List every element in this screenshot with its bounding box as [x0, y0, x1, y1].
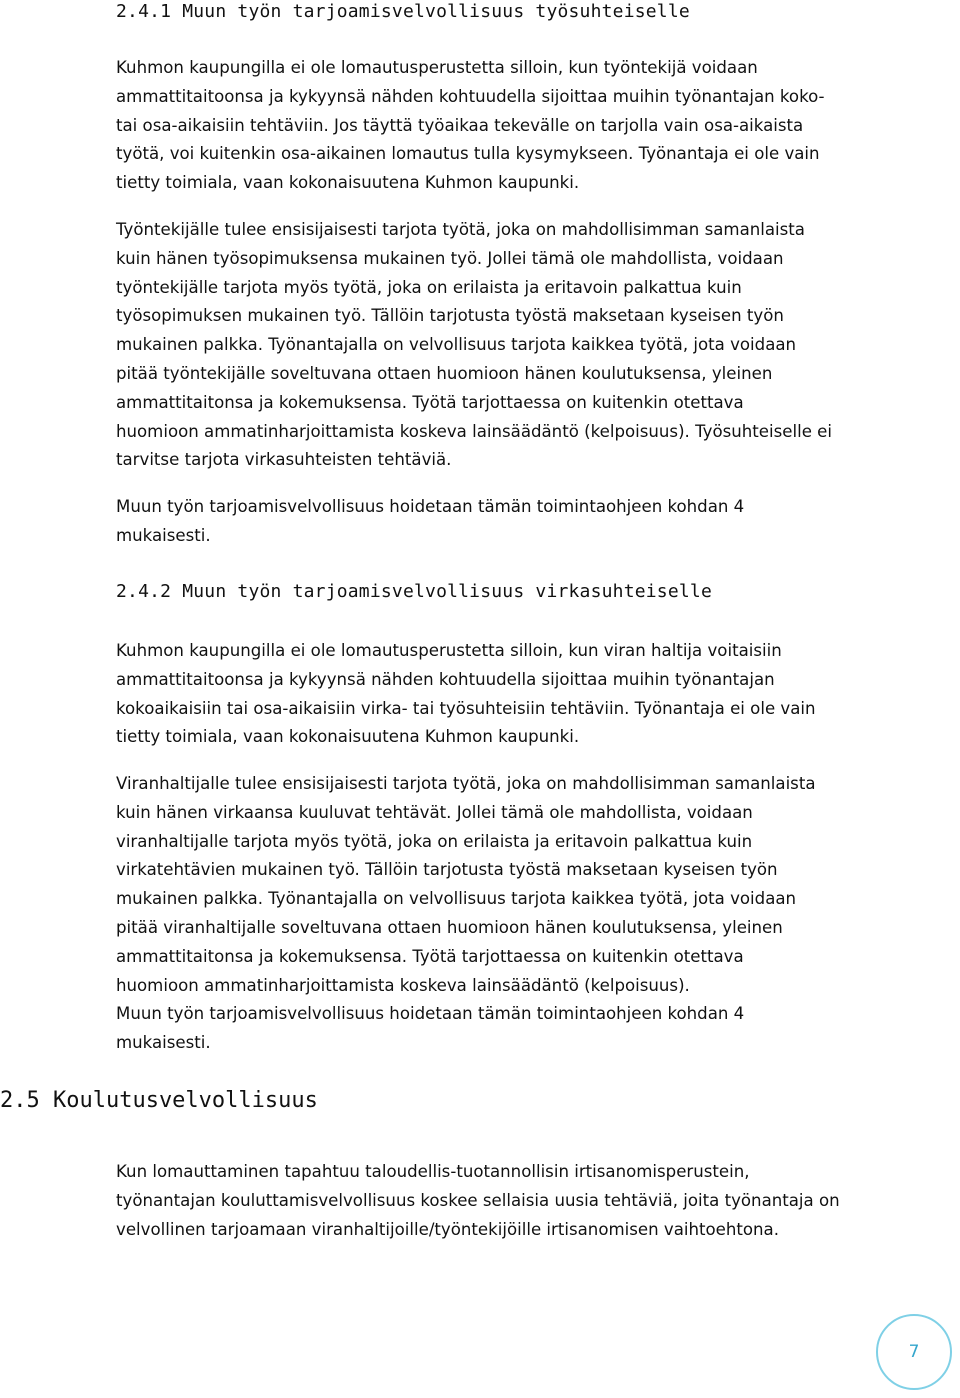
page-number: 7 — [908, 1342, 920, 1362]
text-line: tai osa-aikaisiin tehtäviin. Jos täyttä työaikaa tekevälle on tarjolla vain osa-aikaista — [116, 115, 804, 135]
text-line: työntekijälle tarjota myös työtä, joka on erilaista ja eritavoin palkattua kuin — [116, 277, 742, 297]
text-line: Työntekijälle tulee ensisijaisesti tarjota työtä, joka on mahdollisimman samanlaista — [116, 220, 805, 239]
page-number-badge — [876, 1314, 952, 1390]
text-line: huomioon ammatinharjoittamista koskeva lainsäädäntö (kelpoisuus). Työsuhteiselle ei — [116, 421, 832, 441]
text-line: kuin hänen työsopimuksensa mukainen työ. Jollei tämä ole mahdollista, voidaan — [116, 248, 784, 268]
text-line: pitää viranhaltijalle soveltuvana ottaen huomioon hänen koulutuksensa, yleinen — [116, 917, 783, 937]
text-line: Kuhmon kaupungilla ei ole lomautusperustetta silloin, kun työntekijä voidaan — [116, 58, 758, 77]
text-line: kokoaikaisiin tai osa-aikaisiin virka- tai työsuhteisiin tehtäviin. Työnantaja ei ole vain — [116, 698, 816, 718]
text-line: ammattitaitoonsa ja kykyynsä nähden kohtuudella sijoittaa muihin työnantajan koko- — [116, 86, 825, 106]
section-heading-2-5: 2.5 Koulutusvelvollisuus — [0, 1088, 318, 1113]
text-line: mukaisesti. — [116, 1033, 211, 1053]
paragraph — [116, 54, 825, 198]
text-line: pitää työntekijälle soveltuvana ottaen huomioon hänen koulutuksensa, yleinen — [116, 363, 773, 383]
text-line: ammattitaitoonsa ja kykyynsä nähden kohtuudella sijoittaa muihin työnantajan — [116, 669, 775, 689]
paragraph — [116, 493, 744, 551]
section-heading-2-4-2: 2.4.2 Muun työn tarjoamisvelvollisuus virkasuhteiselle — [116, 581, 712, 602]
text-line: Kun lomauttaminen tapahtuu taloudellis-tuotannollisin irtisanomisperustein, — [116, 1162, 750, 1181]
text-line: tietty toimiala, vaan kokonaisuutena Kuhmon kaupunki. — [116, 727, 580, 747]
text-line: mukainen palkka. Työnantajalla on velvollisuus tarjota kaikkea työtä, jota voidaan — [116, 889, 797, 909]
text-line: velvollinen tarjoamaan viranhaltijoille/työntekijöille irtisanomisen vaihtoehtona. — [116, 1219, 780, 1239]
text-line: kuin hänen virkaansa kuuluvat tehtävät. Jollei tämä ole mahdollista, voidaan — [116, 802, 753, 822]
text-line: mukaisesti. — [116, 525, 211, 545]
paragraph — [116, 770, 816, 1058]
text-line: virkatehtävien mukainen työ. Tällöin tarjotusta työstä maksetaan kyseisen työn — [116, 860, 778, 880]
text-line: työsopimuksen mukainen työ. Tällöin tarjotusta työstä maksetaan kyseisen työn — [116, 306, 784, 326]
text-line: viranhaltijalle tarjota myös työtä, joka on erilaista ja eritavoin palkattua kuin — [116, 831, 753, 851]
paragraph — [116, 1158, 840, 1244]
section-heading-2-4-1: 2.4.1 Muun työn tarjoamisvelvollisuus työsuhteiselle — [116, 1, 690, 22]
paragraph — [116, 637, 816, 752]
text-line: mukainen palkka. Työnantajalla on velvollisuus tarjota kaikkea työtä, jota voidaan — [116, 335, 797, 355]
text-line: tarvitse tarjota virkasuhteisten tehtäviä. — [116, 450, 452, 470]
text-line: työnantajan kouluttamisvelvollisuus koskee sellaisia uusia tehtäviä, joita työnantaja on — [116, 1190, 840, 1210]
text-line: työtä, voi kuitenkin osa-aikainen lomautus tulla kysymykseen. Työnantaja ei ole vain — [116, 144, 820, 164]
text-line: ammattitaitonsa ja kokemuksensa. Työtä tarjottaessa on kuitenkin otettava — [116, 392, 744, 412]
text-line: tietty toimiala, vaan kokonaisuutena Kuhmon kaupunki. — [116, 173, 580, 193]
text-line: ammattitaitonsa ja kokemuksensa. Työtä tarjottaessa on kuitenkin otettava — [116, 946, 744, 966]
text-line: Viranhaltijalle tulee ensisijaisesti tarjota työtä, joka on mahdollisimman samanlaista — [116, 774, 816, 793]
text-line: Muun työn tarjoamisvelvollisuus hoidetaan tämän toimintaohjeen kohdan 4 — [116, 497, 745, 516]
paragraph — [116, 216, 832, 475]
text-line: Kuhmon kaupungilla ei ole lomautusperustetta silloin, kun viran haltija voitaisiin — [116, 641, 782, 660]
text-line: Muun työn tarjoamisvelvollisuus hoidetaan tämän toimintaohjeen kohdan 4 — [116, 1004, 745, 1024]
text-line: huomioon ammatinharjoittamista koskeva lainsäädäntö (kelpoisuus). — [116, 975, 690, 995]
